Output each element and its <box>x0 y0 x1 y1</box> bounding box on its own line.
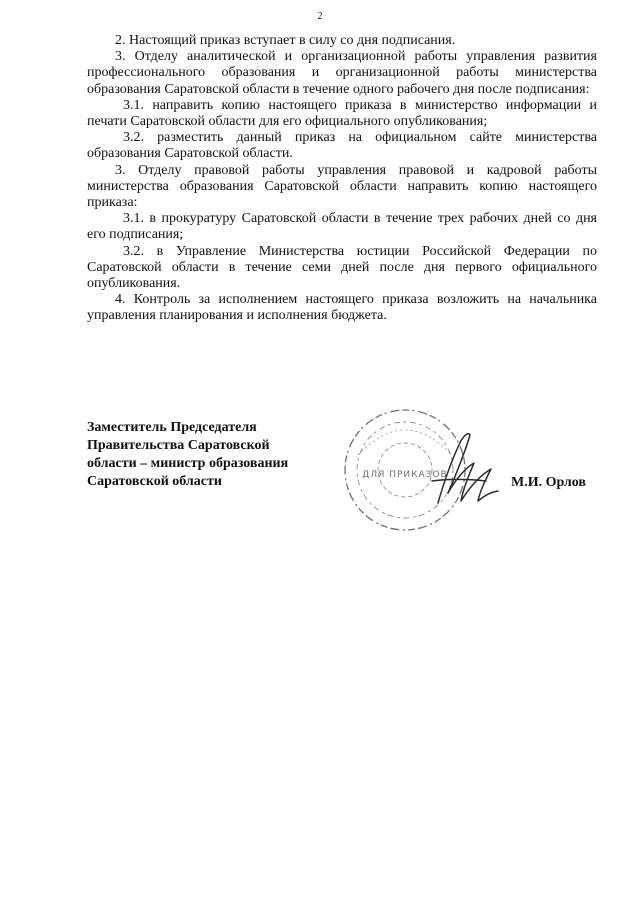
order-body <box>87 33 597 325</box>
page-number: 2 <box>317 11 323 22</box>
paragraph-ministry-justice: 3.2. в Управление Министерства юстиции Российской Федерации по Саратовской области в течение семи дней после дня первого официального опубликования. <box>87 243 597 292</box>
signatory-position-line: Правительства Саратовской <box>87 438 270 453</box>
signatory-position <box>87 419 337 491</box>
paragraph-send-copy: 3.1. направить копию настоящего приказа в министерство информации и печати Саратовской области для его официального опубликования; <box>87 97 597 130</box>
official-seal <box>345 410 465 530</box>
official-seal-and-signature <box>320 385 510 535</box>
signatory-position-line: Саратовской области <box>87 474 222 489</box>
paragraph-publish-website: 3.2. разместить данный приказ на официальном сайте министерства образования Саратовской области. <box>87 130 597 162</box>
signatory-position-line: области – министр образования <box>87 456 289 471</box>
paragraph-effective-date: 2. Настоящий приказ вступает в силу со дня подписания. <box>115 33 456 48</box>
paragraph-control: 4. Контроль за исполнением настоящего приказа возложить на начальника управления планирования и исполнения бюджета. <box>87 292 597 324</box>
signatory-position-line: Заместитель Председателя <box>87 420 257 435</box>
paragraph-legal-department: 3. Отделу правовой работы управления правовой и кадровой работы министерства образования Саратовской области направить копию настоящего приказа: <box>87 162 597 211</box>
paragraph-analytics-department: 3. Отделу аналитической и организационной работы управления развития профессионального образования и организационной работы министерства образования Саратовской области в течение одного рабочего дня после подписания: <box>87 49 597 97</box>
seal-lettering: ДЛЯ ПРИКАЗОВ <box>362 470 448 480</box>
paragraph-prosecutor: 3.1. в прокуратуру Саратовской области в течение трех рабочих дней со дня его подписания; <box>87 211 597 243</box>
signatory-name: М.И. Орлов <box>511 475 586 490</box>
